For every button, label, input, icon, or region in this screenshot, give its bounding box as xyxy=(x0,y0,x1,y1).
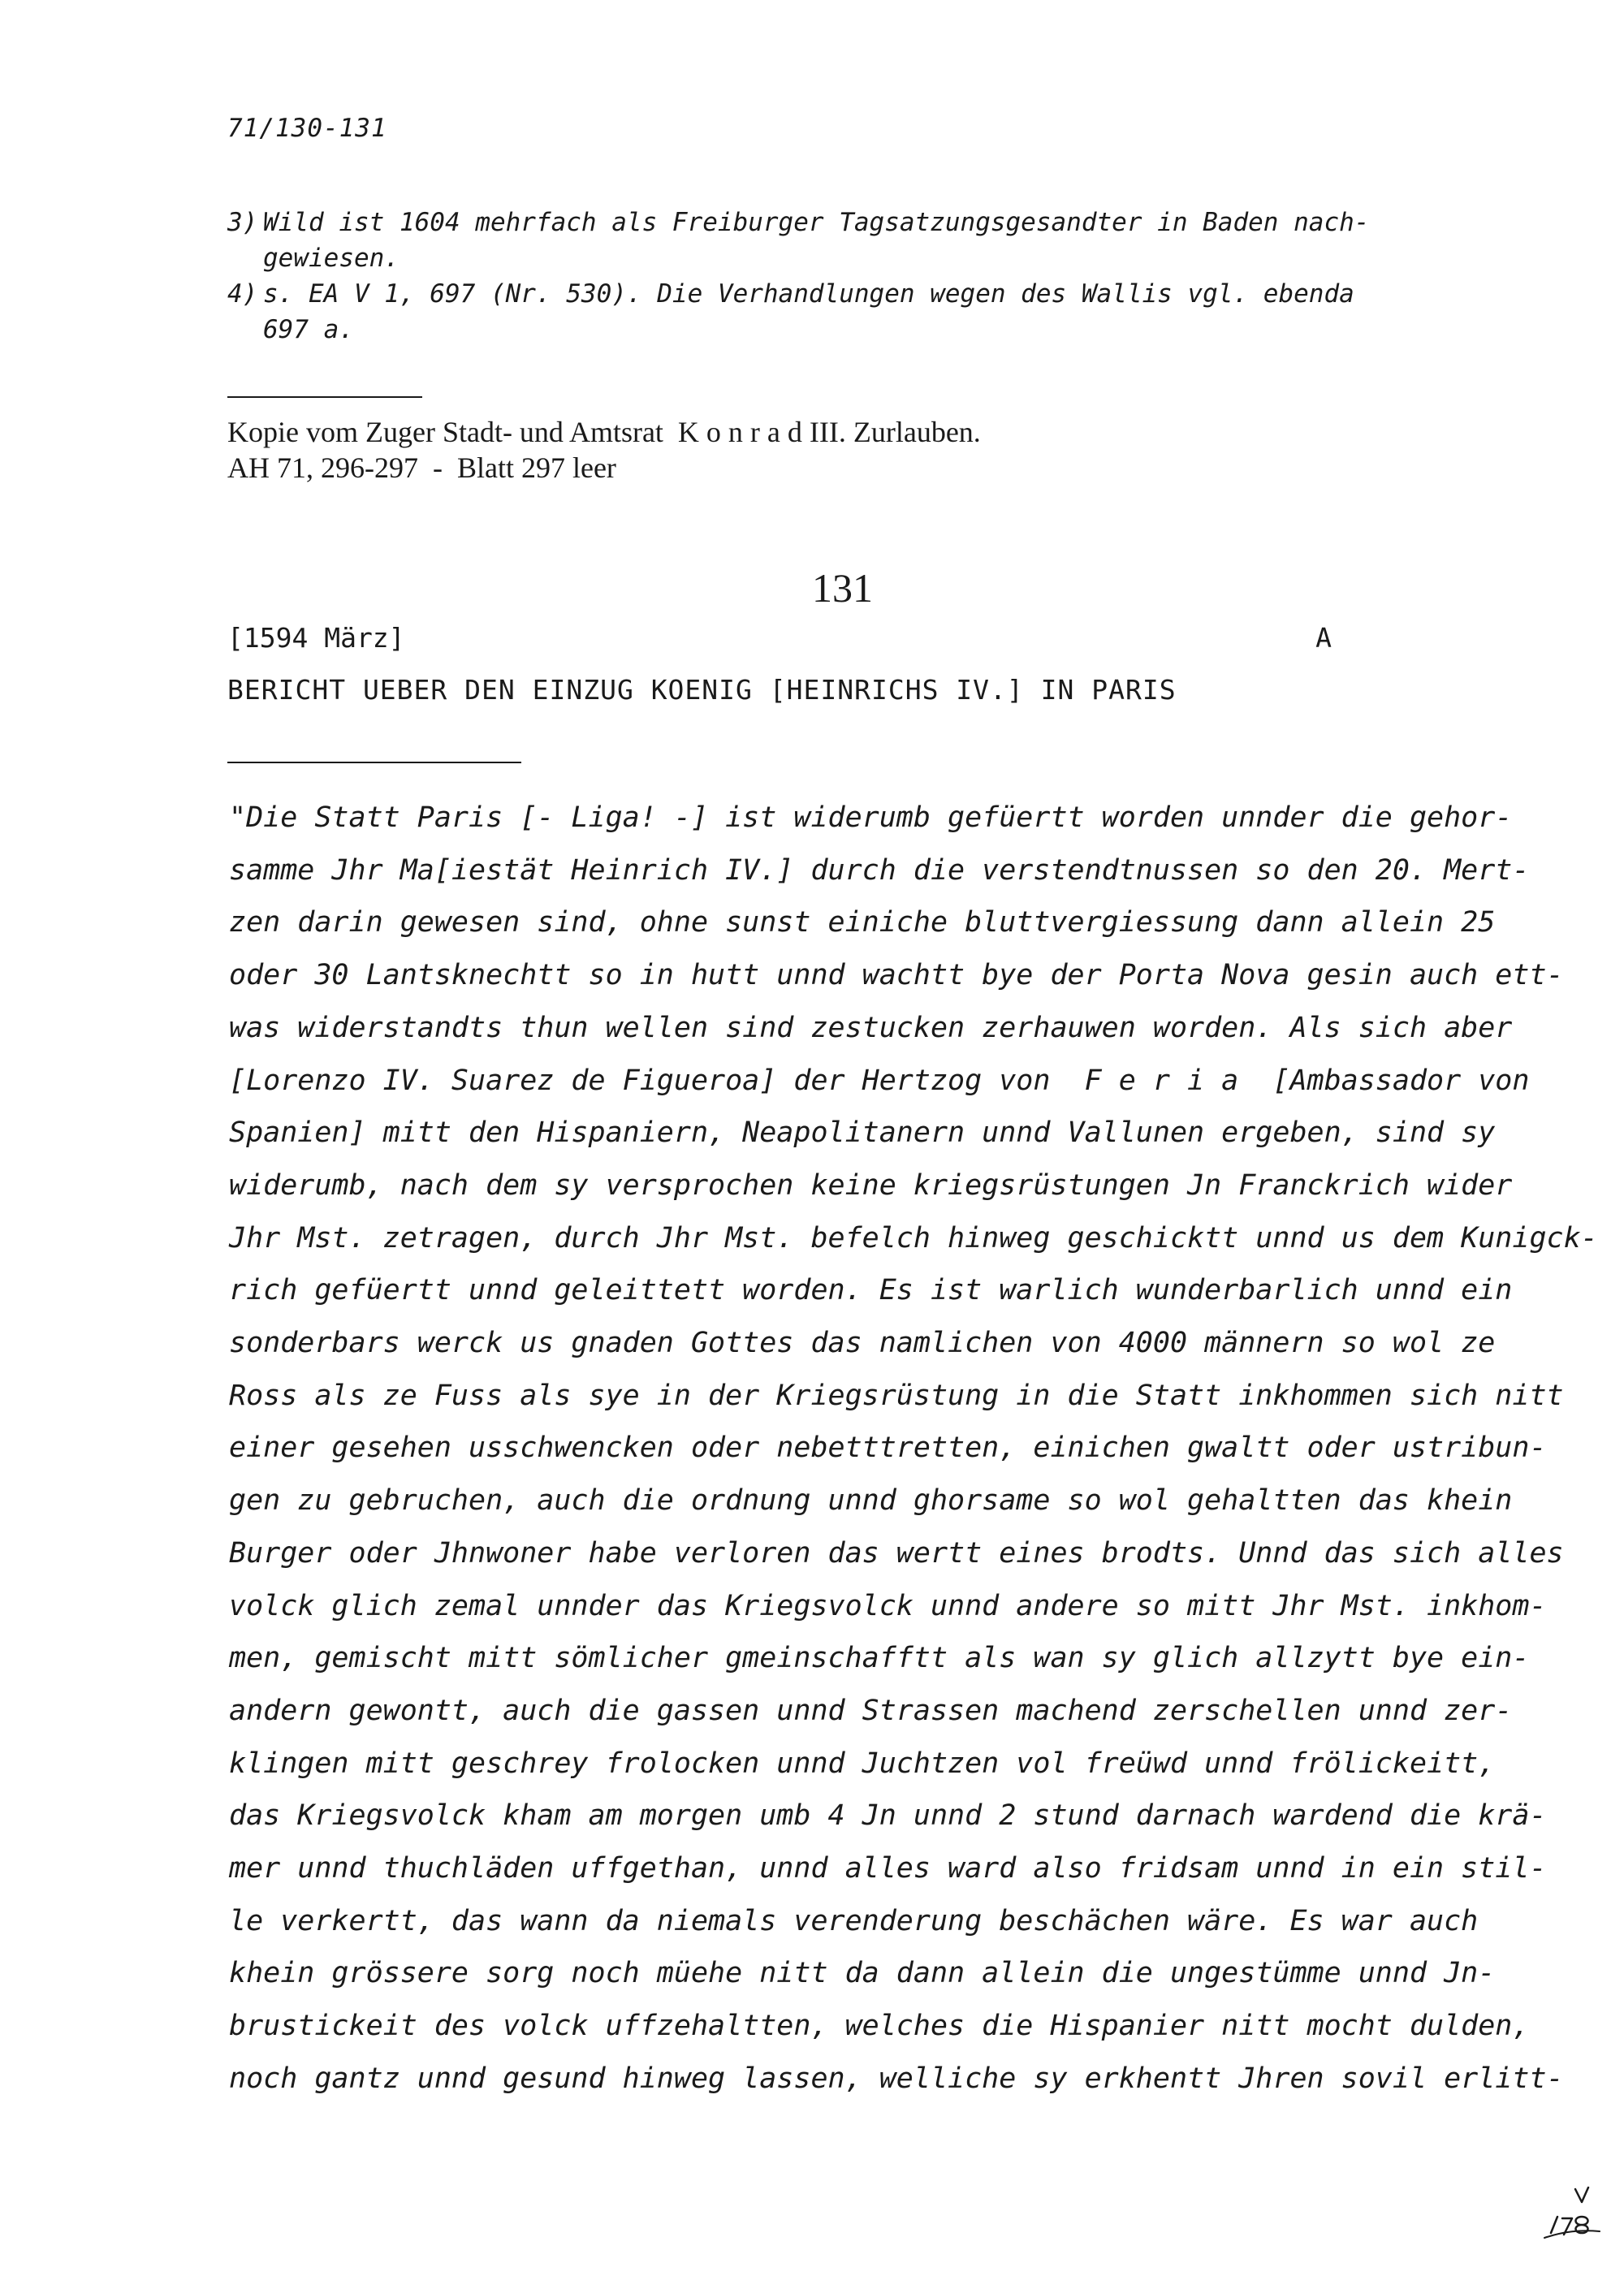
body-line: Spanien] mitt den Hispaniern, Neapolitanern unnd Vallunen ergeben, sind sy xyxy=(229,1116,1496,1150)
footnote-divider xyxy=(227,396,422,398)
document-number: 131 xyxy=(812,565,873,611)
body-line: zen darin gewesen sind, ohne sunst einiche bluttvergiessung dann allein 25 xyxy=(229,906,1496,939)
footnote-line: s. EA V 1, 697 (Nr. 530). Die Verhandlungen wegen des Wallis vgl. ebenda xyxy=(263,279,1354,309)
document-marker: A xyxy=(1315,622,1332,654)
footnote-line: gewiesen. xyxy=(263,244,400,273)
body-line: [Lorenzo IV. Suarez de Figueroa] der Hertzog von F e r i a [Ambassador von xyxy=(229,1064,1530,1097)
body-line: oder 30 Lantsknechtt so in hutt unnd wachtt bye der Porta Nova gesin auch ett- xyxy=(229,959,1564,992)
body-line: samme Jhr Ma[iestät Heinrich IV.] durch die verstendtnussen so den 20. Mert- xyxy=(229,853,1530,887)
footnote-text xyxy=(263,276,1494,348)
footnotes xyxy=(227,205,1494,348)
document-date: [1594 März] xyxy=(227,622,405,654)
body-line: klingen mitt geschrey frolocken unnd Juchtzen vol freüwd unnd frölickeitt, xyxy=(229,1747,1496,1780)
body-line: brustickeit des volck uffzehaltten, welches die Hispanier nitt mocht dulden, xyxy=(229,2010,1530,2043)
body-text xyxy=(229,792,1598,2105)
footnote-number: 4) xyxy=(227,279,258,309)
body-line: Burger oder Jhnwoner habe verloren das wertt eines brodts. Unnd das sich alles xyxy=(229,1536,1564,1570)
body-line: was widerstandts thun wellen sind zestucken zerhauwen worden. Als sich aber xyxy=(229,1011,1513,1044)
body-line: andern gewontt, auch die gassen unnd Strassen machend zerschellen unnd zer- xyxy=(229,1694,1513,1727)
body-line: gen zu gebruchen, auch die ordnung unnd ghorsame so wol gehaltten das khein xyxy=(229,1484,1513,1518)
body-line: khein grössere sorg noch müehe nitt da dann allein die ungestümme unnd Jn- xyxy=(229,1957,1496,1990)
footnote-text xyxy=(263,205,1494,276)
date-line xyxy=(227,622,1332,654)
source-line: Kopie vom Zuger Stadt- und Amtsrat K o n r a d III. Zurlauben. xyxy=(227,416,981,448)
body-line: einer gesehen usschwencken oder nebetttretten, einichen gwaltt oder ustribun- xyxy=(229,1432,1547,1465)
footnote-3 xyxy=(227,205,1494,276)
body-line: noch gantz unnd gesund hinweg lassen, welliche sy erkhentt Jhren sovil erlitt- xyxy=(229,2062,1564,2095)
body-line: widerumb, nach dem sy versprochen keine kriegsrüstungen Jn Franckrich wider xyxy=(229,1168,1513,1202)
title-divider xyxy=(227,762,521,763)
body-line: volck glich zemal unnder das Kriegsvolck unnd andere so mitt Jhr Mst. inkhom- xyxy=(229,1589,1547,1622)
page-reference: 71/130-131 xyxy=(227,114,387,143)
handwritten-page-mark-icon xyxy=(1540,2184,1605,2249)
source-note xyxy=(227,414,981,486)
footnote-line: Wild ist 1604 mehrfach als Freiburger Tagsatzungsgesandter in Baden nach- xyxy=(263,208,1370,237)
footnote-number: 3) xyxy=(227,208,258,237)
body-line: rich gefüertt unnd geleittett worden. Es ist warlich wunderbarlich unnd ein xyxy=(229,1274,1513,1307)
body-line: Ross als ze Fuss als sye in der Kriegsrüstung in die Statt inkhommen sich nitt xyxy=(229,1379,1564,1412)
footnote-4 xyxy=(227,276,1494,348)
body-line: sonderbars werck us gnaden Gottes das namlichen von 4000 männern so wol ze xyxy=(229,1327,1496,1360)
body-line: men, gemischt mitt sömlicher gmeinschafftt als wan sy glich allzytt bye ein- xyxy=(229,1642,1530,1675)
body-line: mer unnd thuchläden uffgethan, unnd alles ward also fridsam unnd in ein stil- xyxy=(229,1852,1547,1885)
body-line: das Kriegsvolck kham am morgen umb 4 Jn unnd 2 stund darnach wardend die krä- xyxy=(229,1799,1547,1833)
body-line: "Die Statt Paris [- Liga! -] ist widerumb gefüertt worden unnder die gehor- xyxy=(229,801,1513,834)
source-line: AH 71, 296-297 - Blatt 297 leer xyxy=(227,451,616,484)
body-line: Jhr Mst. zetragen, durch Jhr Mst. befelch hinweg geschicktt unnd us dem Kunigck- xyxy=(229,1221,1598,1255)
document-title: BERICHT UEBER DEN EINZUG KOENIG [HEINRICHS IV.] IN PARIS xyxy=(227,674,1177,706)
body-line: le verkertt, das wann da niemals verenderung beschächen wäre. Es war auch xyxy=(229,1904,1479,1937)
footnote-line: 697 a. xyxy=(263,315,354,344)
